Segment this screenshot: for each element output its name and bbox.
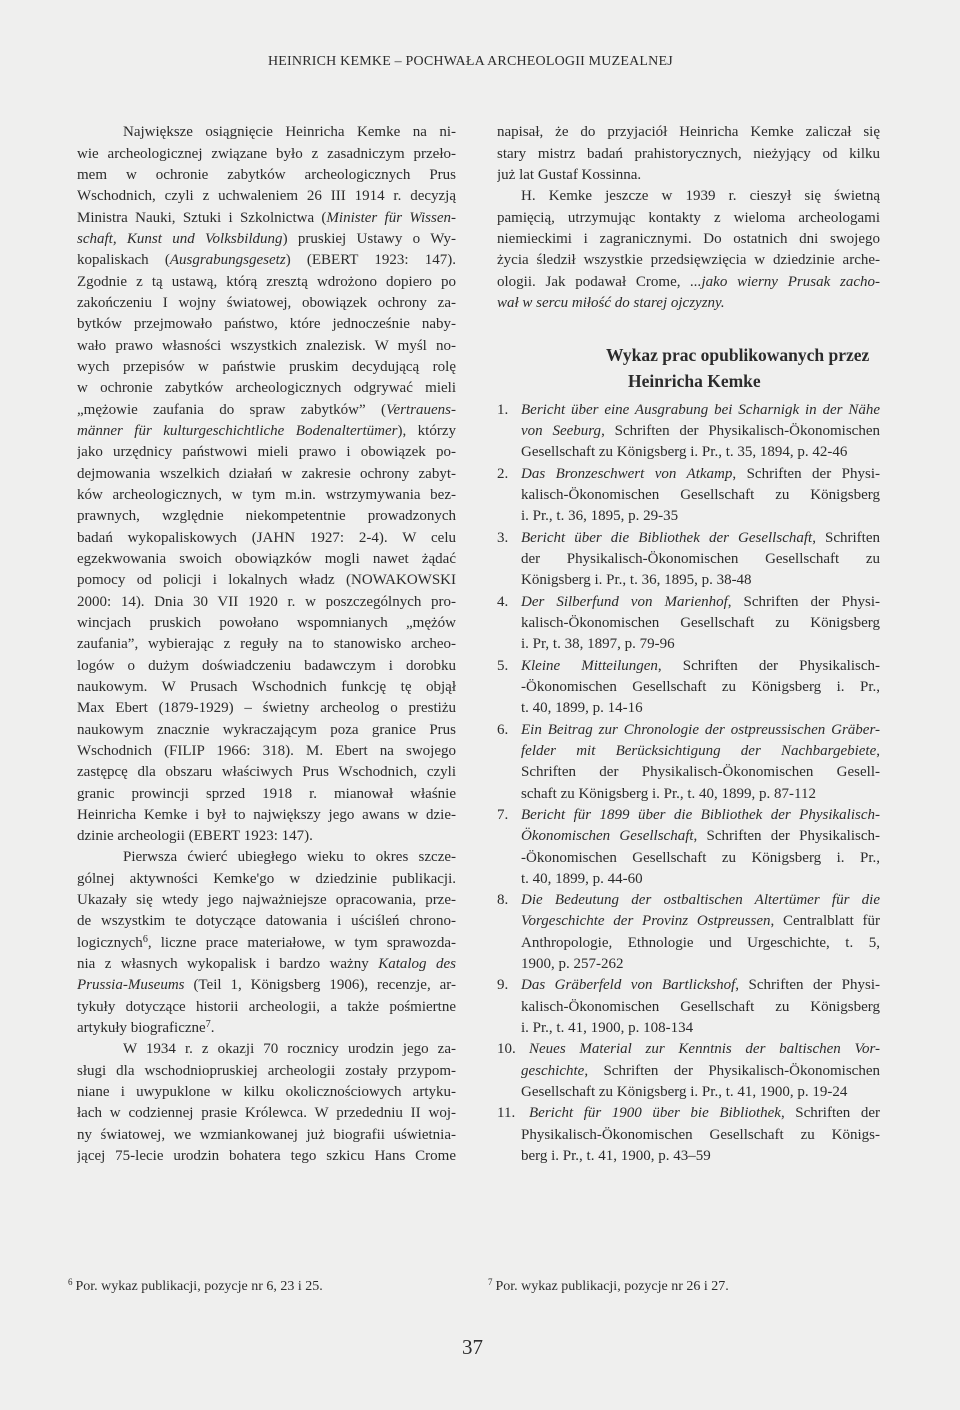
text-line: wało prawo własności wszystkich znalezisk. W myśl no- — [77, 337, 456, 354]
running-head: HEINRICH KEMKE – POCHWAŁA ARCHEOLOGII MUZEALNEJ — [268, 54, 673, 69]
text-line: wych przepisów w państwie pruskim decydującą rolę — [77, 358, 456, 375]
item-number: 8. — [497, 892, 509, 909]
text-line: niemieckimi i zagranicznymi. Do ostatnich dni swojego — [497, 230, 880, 247]
text-line: już lat Gustaf Kossinna. — [497, 166, 642, 183]
text-line: wincjach pruskich powołano wspomnianych „mężów — [77, 614, 456, 631]
bibliography-item — [497, 400, 880, 464]
text-line — [497, 805, 880, 826]
left-column — [77, 122, 456, 1167]
italic-text: Das Bronzeschwert von Atkamp — [521, 465, 733, 482]
item-number: 1. — [497, 401, 509, 418]
text-line: logów o dużym doświadczeniu badawczym i dorobku — [77, 657, 456, 674]
bibliography-item — [497, 720, 880, 805]
text-line — [497, 720, 880, 741]
item-number: 3. — [497, 529, 509, 546]
paragraph — [497, 122, 880, 186]
text-line: geschichte, Schriften der Physikalisch-Ökonomischen — [521, 1062, 880, 1079]
footnote-number: 6 — [68, 1277, 73, 1287]
text-line: nia z własnych wykopalisk i bardzo ważny Katalog des — [77, 956, 456, 973]
item-number: 10. — [497, 1041, 516, 1058]
text-line: von Seeburg, Schriften der Physikalisch-Ökonomischen — [521, 422, 880, 439]
text-line: berg i. Pr., t. 41, 1900, p. 43–59 — [521, 1148, 711, 1165]
paragraph — [77, 847, 456, 1039]
text-line: napisał, że do przyjaciół Heinricha Kemke zaliczał się — [497, 124, 880, 141]
text-line: i. Pr, t. 38, 1897, p. 79-96 — [521, 636, 675, 653]
text-line: Königsberg i. Pr., t. 36, 1895, p. 38-48 — [521, 572, 752, 589]
item-number: 5. — [497, 657, 509, 674]
text-line: Największe osiągnięcie Heinricha Kemke na ni- — [123, 124, 456, 141]
footnote-text: Por. wykaz publikacji, pozycje nr 26 i 27. — [495, 1279, 729, 1294]
text-line: ny światowej, we wzmiankowanej już biografii uświetnia- — [77, 1126, 456, 1143]
italic-text: Bericht für 1900 über bie Bibliothek — [529, 1105, 781, 1122]
text-line: jącej 75-lecie urodzin bohatera tego szkicu Hans Crome — [77, 1148, 456, 1165]
text-line: łach w codziennej prasie Królewca. W przededniu II woj- — [77, 1105, 456, 1122]
text-line: 2000: 14). Dnia 30 VII 1920 r. w poszczególnych pro- — [77, 593, 456, 610]
italic-text: Ausgrabungsgesetz — [169, 252, 286, 269]
text-line: schaft, Kunst und Volksbildung) pruskiej Ustawy o Wy- — [77, 230, 456, 247]
text-line: i. Pr., t. 36, 1895, p. 29-35 — [521, 508, 679, 525]
text-line: Gesellschaft zu Königsberg i. Pr., t. 41, 1900, p. 19-24 — [521, 1084, 848, 1101]
italic-text: Ökonomischen Gesellschaft — [521, 828, 694, 845]
text-line: kalisch-Ökonomischen Gesellschaft zu Königsberg — [521, 614, 880, 631]
text-line — [497, 890, 880, 911]
bibliography-item — [497, 1103, 880, 1167]
text-line — [497, 1039, 880, 1060]
bibliography-heading-line: Wykaz prac opublikowanych przez — [606, 344, 870, 365]
italic-text: Die Bedeutung der ostbaltischen Altertümer für die — [521, 892, 880, 909]
text-line: männer für kulturgeschichtliche Bodenaltertümer), którzy — [77, 422, 456, 439]
italic-text: schaft, Kunst und Volksbildung — [77, 230, 283, 247]
footnote-reference: 7 — [205, 1019, 211, 1031]
text-line: wie archeologicznej związane było z zasadniczym przeło- — [77, 145, 456, 162]
italic-text: männer für kulturgeschichtliche Bodenaltertümer — [77, 422, 398, 439]
text-line: mem w ochronie zabytków archeologicznych Prus — [77, 166, 456, 183]
bibliography-item — [497, 975, 880, 1039]
text-line: 1900, p. 257-262 — [521, 956, 624, 973]
text-line: bytków przejmowało państwo, które jednocześnie naby- — [77, 316, 456, 333]
text-line: badań wykopaliskowych (JAHN 1927: 2-4). W celu — [77, 529, 456, 546]
bibliography-item — [497, 1039, 880, 1103]
paragraph — [77, 122, 456, 847]
text-line: Wschodnich (FILIP 1966: 318). M. Ebert na swojego — [77, 742, 456, 759]
text-line: Anthropologie, Ethnologie und Urgeschichte, t. 5, — [521, 934, 880, 951]
italic-text: Prussia-Museums — [77, 977, 185, 994]
text-line: W 1934 r. z okazji 70 rocznicy urodzin jego za- — [123, 1041, 456, 1058]
text-line: der Physikalisch-Ökonomischen Gesellschaft zu — [521, 550, 880, 567]
text-line: Schriften der Physikalisch-Ökonomischen Gesell- — [521, 764, 880, 781]
item-number: 2. — [497, 465, 509, 482]
text-line: felder mit Berücksichtigung der Nachbargebiete, — [521, 742, 880, 759]
text-line: t. 40, 1899, p. 14-16 — [521, 700, 643, 717]
bibliography-heading — [497, 314, 880, 399]
text-line: t. 40, 1899, p. 44-60 — [521, 870, 643, 887]
italic-text: Katalog des — [378, 956, 456, 973]
text-line: -Ökonomischen Gesellschaft zu Königsberg i. Pr., — [521, 849, 880, 866]
text-line: 9. Das Gräberfeld von Bartlickshof, Schriften der Physi- — [497, 975, 880, 996]
text-line: prawnych, względnie niekompetentnie prowadzonych — [77, 508, 456, 525]
text-line: tykuły dotyczące historii archeologii, a także pośmiertne — [77, 998, 456, 1015]
bibliography-heading-line: Heinricha Kemke — [628, 370, 761, 391]
text-line: naukowym. W Prusach Wschodnich funkcję tę objął — [77, 678, 456, 695]
text-line: Prussia-Museums (Teil 1, Königsberg 1906), recenzje, ar- — [77, 977, 456, 994]
text-line: schaft zu Königsberg i. Pr., t. 40, 1899, p. 87-112 — [521, 785, 816, 802]
italic-text: Minister für Wissen- — [326, 209, 456, 226]
text-line: Vorgeschichte der Provinz Ostpreussen, Centralblatt für — [521, 913, 880, 930]
text-line: ologii. Jak podawał Crome, ...jako wierny Prusak zacho- — [497, 273, 880, 290]
text-line: pomocy od policji i lokalnych władz (NOWAKOWSKI — [77, 572, 456, 589]
footnote-number: 7 — [488, 1277, 493, 1287]
footnote-reference: 6 — [142, 933, 148, 945]
italic-text: Bericht für 1899 über die Bibliothek der Physikalisch- — [521, 806, 880, 823]
paragraph — [77, 1039, 456, 1167]
italic-text: geschichte — [521, 1062, 585, 1079]
text-line: de wszystkim te dotyczące datowania i uściśleń chrono- — [77, 913, 456, 930]
text-line: -Ökonomischen Gesellschaft zu Königsberg i. Pr., — [521, 678, 880, 695]
italic-text: wał w sercu miłość do starej ojczyzny. — [497, 294, 725, 311]
text-line: zaufania”, wybierając z reguły na to stanowisko archeo- — [77, 636, 456, 653]
text-line — [497, 293, 880, 314]
text-line: logicznych$^6$, liczne prace materiałowe, w tym sprawozda- — [77, 933, 456, 951]
text-line: niane i uwypuklone w kilku okolicznościowych artyku- — [77, 1084, 456, 1101]
bibliography-item — [497, 805, 880, 890]
text-line: dejmowania wszelkich działań w zakresie ochrony zabyt- — [77, 465, 456, 482]
italic-text: felder mit Berücksichtigung der Nachbargebiete — [521, 742, 877, 759]
text-line: Zgodnie z tą ustawą, którą zresztą wdrożono dopiero po — [77, 273, 456, 290]
text-line: Heinricha Kemke i był to największy jego awans w dzie- — [77, 806, 456, 823]
italic-text: Kleine Mitteilungen — [521, 657, 658, 674]
italic-text: Ein Beitrag zur Chronologie der ostpreussischen Gräber- — [521, 721, 880, 738]
text-line: H. Kemke jeszcze w 1939 r. cieszył się świetną — [521, 188, 880, 205]
text-line: 3. Bericht über die Bibliothek der Gesellschaft, Schriften — [497, 528, 880, 549]
text-line: granic prowincji sprzed 1918 r. mianował właśnie — [77, 785, 456, 802]
text-line: jako urzędnicy państwowi mieli prawo i obowiązek po- — [77, 444, 456, 461]
bibliography-item — [497, 656, 880, 720]
text-line: kalisch-Ökonomischen Gesellschaft zu Königsberg — [521, 486, 880, 503]
italic-text: Neues Material zur Kenntnis der baltischen Vor- — [529, 1041, 880, 1058]
text-line: stary mistrz badań prahistorycznych, nieżyjący od kilku — [497, 145, 880, 162]
footnote — [488, 1277, 729, 1297]
text-line: naukowym znacznie wykraczającym poza granice Prus — [77, 721, 456, 738]
bibliography-item — [497, 528, 880, 592]
text-line: artykuły biograficzne$^7$. — [77, 1019, 215, 1037]
italic-text: Der Silberfund von Marienhof — [521, 593, 728, 610]
text-line: w ochronie zabytków archeologicznych odgrywać mieli — [77, 380, 456, 397]
text-line: 2. Das Bronzeschwert von Atkamp, Schriften der Physi- — [497, 464, 880, 485]
text-line: dzinie archeologii (EBERT 1923: 147). — [77, 828, 313, 845]
italic-text: Vorgeschichte der Provinz Ostpreussen — [521, 913, 771, 930]
bibliography — [497, 314, 880, 1167]
italic-text: Bericht über eine Ausgrabung bei Scharnigk in der Nähe — [521, 401, 880, 418]
text-line: kalisch-Ökonomischen Gesellschaft zu Königsberg — [521, 998, 880, 1015]
text-line: kopaliskach (Ausgrabungsgesetz) (EBERT 1923: 147). — [77, 252, 456, 269]
text-line: Pierwsza ćwierć ubiegłego wieku to okres szcze- — [123, 849, 456, 866]
italic-text: von Seeburg — [521, 422, 602, 439]
bibliography-list — [497, 400, 880, 1168]
text-line: 5. Kleine Mitteilungen, Schriften der Physikalisch- — [497, 656, 880, 677]
text-line: zakończeniu I wojny światowej, obowiązek ochrony za- — [77, 294, 456, 311]
italic-text: Bericht über die Bibliothek der Gesellschaft — [521, 529, 813, 546]
text-line: ków archeologicznych, w tym m.in. wstrzymywania bez- — [77, 486, 456, 503]
bibliography-item — [497, 890, 880, 975]
item-number: 6. — [497, 721, 509, 738]
text-line: Wschodnich, czyli z uchwaleniem 26 III 1914 r. decyzją — [77, 188, 456, 205]
bibliography-item — [497, 464, 880, 528]
text-line: Ökonomischen Gesellschaft, Schriften der Physikalisch- — [521, 828, 880, 845]
text-line: Ukazały się wtedy jego najważniejsze opracowania, prze- — [77, 892, 456, 909]
bibliography-item — [497, 592, 880, 656]
italic-text: ...jako wierny Prusak zacho- — [690, 273, 880, 290]
italic-text: Vertrauens- — [386, 401, 456, 418]
text-line: życia śledził wszystkie przedsięwzięcia w dziedzinie arche- — [497, 252, 880, 269]
text-line: Gesellschaft zu Königsberg i. Pr., t. 35, 1894, p. 42-46 — [521, 444, 848, 461]
text-line: gólnej aktywności Kemke'go w dziedzinie publikacji. — [77, 870, 456, 887]
footnote-text: Por. wykaz publikacji, pozycje nr 6, 23 i 25. — [75, 1279, 323, 1294]
item-number: 11. — [497, 1105, 516, 1122]
page-number: 37 — [462, 1335, 483, 1359]
right-column-text — [497, 122, 880, 314]
text-line: i. Pr., t. 41, 1900, p. 108-134 — [521, 1020, 694, 1037]
item-number: 9. — [497, 977, 509, 994]
text-line: Ministra Nauki, Sztuki i Szkolnictwa (Minister für Wissen- — [77, 209, 456, 226]
text-line: pamięcią, utrzymując kontakty z wieloma archeologami — [497, 209, 880, 226]
italic-text: Das Gräberfeld von Bartlickshof — [521, 977, 736, 994]
text-line: zastępcę dla obszaru właściwych Prus Wschodnich, czyli — [77, 764, 456, 781]
item-number: 7. — [497, 806, 509, 823]
right-column — [497, 122, 880, 1167]
item-number: 4. — [497, 593, 509, 610]
paragraph — [497, 186, 880, 314]
text-line: egzekwowania swoich obowiązków mogli nawet żądać — [77, 550, 456, 567]
text-line: sługi dla wschodniopruskiej archeologii zostały przypom- — [77, 1062, 456, 1079]
footnote — [68, 1277, 323, 1297]
text-line — [497, 400, 880, 421]
text-line: 11. Bericht für 1900 über bie Bibliothek, Schriften der — [497, 1103, 880, 1124]
text-line: Physikalisch-Ökonomischen Gesellschaft zu Königs- — [521, 1126, 880, 1143]
text-line: „mężowie zaufania do spraw zabytków” (Vertrauens- — [77, 401, 456, 418]
text-line: 4. Der Silberfund von Marienhof, Schriften der Physi- — [497, 592, 880, 613]
text-line: Max Ebert (1879-1929) – świetny archeolog o prestiżu — [77, 700, 456, 717]
